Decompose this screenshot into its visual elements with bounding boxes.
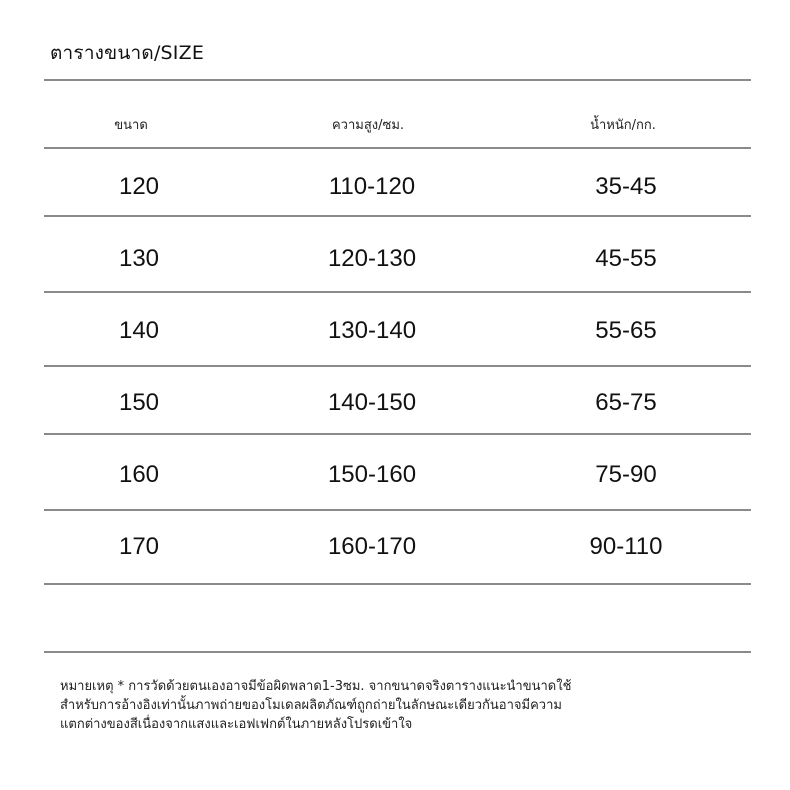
- header-weight: น้ำหนัก/กก.: [590, 118, 656, 133]
- table-bottom-divider: [44, 583, 751, 585]
- note-line: สำหรับการอ้างอิงเท่านั้นภาพถ่ายของโมเดลผลิตภัณฑ์ถูกถ่ายในลักษณะเดียวกันอาจมีความ: [60, 698, 562, 713]
- header-size: ขนาด: [114, 118, 148, 133]
- disclaimer-note: [60, 677, 720, 734]
- size-cell: 160: [118, 461, 160, 488]
- row-divider: [44, 509, 751, 511]
- table-top-divider: [44, 79, 751, 81]
- weight-cell: 90-110: [589, 533, 663, 560]
- note-line: หมายเหตุ * การวัดด้วยตนเองอาจมีข้อผิดพลาด1-3ซม. จากขนาดจริงตารางแนะนำขนาดใช้: [60, 679, 572, 694]
- weight-cell: 55-65: [595, 317, 657, 344]
- row-divider: [44, 433, 751, 435]
- note-top-divider: [44, 651, 751, 653]
- weight-cell: 75-90: [595, 461, 657, 488]
- height-cell: 160-170: [327, 533, 417, 560]
- height-cell: 110-120: [328, 173, 416, 200]
- note-line: แตกต่างของสีเนื่องจากแสงและเอฟเฟกต์ในภายหลังโปรดเข้าใจ: [60, 717, 413, 732]
- height-cell: 130-140: [327, 317, 417, 344]
- size-cell: 130: [118, 245, 160, 272]
- weight-cell: 65-75: [595, 389, 657, 416]
- size-cell: 140: [118, 317, 160, 344]
- size-cell: 120: [118, 173, 160, 200]
- weight-cell: 35-45: [595, 173, 657, 200]
- row-divider: [44, 365, 751, 367]
- row-divider: [44, 215, 751, 217]
- height-cell: 120-130: [327, 245, 417, 272]
- size-cell: 170: [118, 533, 160, 560]
- size-cell: 150: [118, 389, 160, 416]
- header-divider: [44, 147, 751, 149]
- row-divider: [44, 291, 751, 293]
- header-height: ความสูง/ซม.: [331, 118, 405, 133]
- height-cell: 150-160: [327, 461, 417, 488]
- height-cell: 140-150: [327, 389, 417, 416]
- weight-cell: 45-55: [595, 245, 657, 272]
- page-title: ตารางขนาด/SIZE: [50, 42, 205, 64]
